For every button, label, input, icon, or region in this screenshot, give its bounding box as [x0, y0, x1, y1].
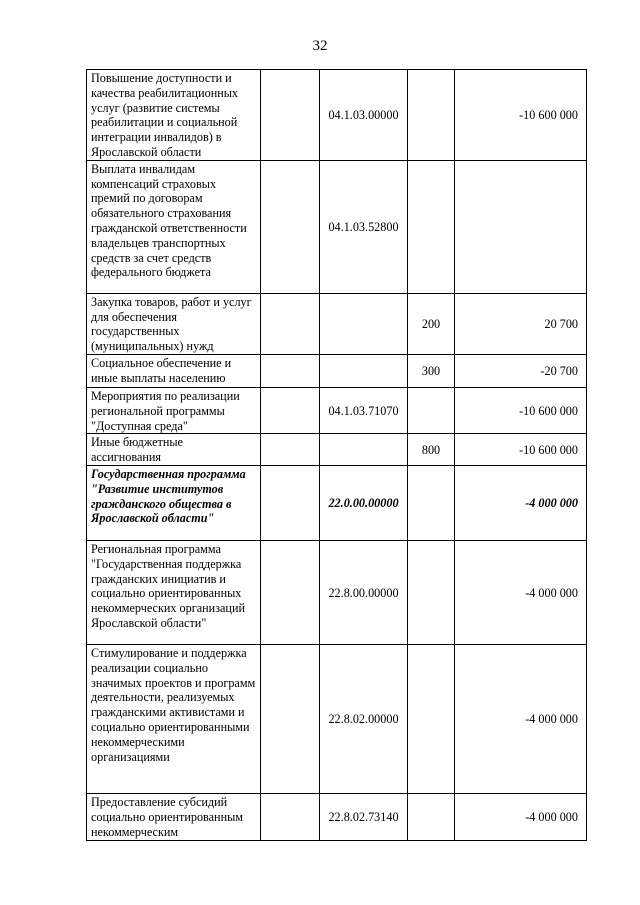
- table-row: [87, 644, 587, 793]
- row-code: 04.1.03.71070: [320, 387, 408, 433]
- table-row: [87, 354, 587, 387]
- row-name: Предоставление субсидий социально ориентированным некоммерческим: [87, 793, 261, 840]
- row-blank-cell: [261, 644, 320, 793]
- row-blank-cell: [261, 793, 320, 840]
- row-amount: -10 600 000: [455, 387, 587, 433]
- table-row: [87, 465, 587, 540]
- row-amount: -10 600 000: [455, 434, 587, 466]
- row-code: 22.8.02.00000: [320, 644, 408, 793]
- row-amount: -10 600 000: [455, 70, 587, 161]
- row-type: 300: [408, 354, 455, 387]
- row-code: 04.1.03.52800: [320, 160, 408, 293]
- row-name: Повышение доступности и качества реабилитационных услуг (развитие системы реабилитации и социальной интеграции инвалидов) в Ярославской области: [87, 70, 261, 161]
- row-type: 200: [408, 293, 455, 354]
- row-type: [408, 160, 455, 293]
- row-name: Закупка товаров, работ и услуг для обеспечения государственных (муниципальных) нужд: [87, 293, 261, 354]
- row-type: [408, 70, 455, 161]
- row-code: [320, 434, 408, 466]
- row-amount: -4 000 000: [455, 465, 587, 540]
- row-blank-cell: [261, 293, 320, 354]
- row-blank-cell: [261, 160, 320, 293]
- row-code: 22.8.00.00000: [320, 540, 408, 644]
- row-name: Мероприятия по реализации региональной программы "Доступная среда": [87, 387, 261, 433]
- budget-table: [86, 69, 587, 841]
- row-blank-cell: [261, 465, 320, 540]
- row-blank-cell: [261, 540, 320, 644]
- row-name: Социальное обеспечение и иные выплаты населению: [87, 354, 261, 387]
- row-name: Региональная программа "Государственная поддержка гражданских инициатив и социально ориентированных некоммерческих организаций Ярославской области": [87, 540, 261, 644]
- table-row: [87, 387, 587, 433]
- row-type: [408, 540, 455, 644]
- row-amount: [455, 160, 587, 293]
- row-amount: -4 000 000: [455, 540, 587, 644]
- row-type: [408, 793, 455, 840]
- row-code: [320, 354, 408, 387]
- row-type: 800: [408, 434, 455, 466]
- row-blank-cell: [261, 354, 320, 387]
- page-number: 32: [312, 38, 328, 54]
- table-row: [87, 540, 587, 644]
- table-row: [87, 434, 587, 466]
- row-code: 22.0.00.00000: [320, 465, 408, 540]
- table-row: [87, 160, 587, 293]
- table-row: [87, 793, 587, 840]
- row-name: Стимулирование и поддержка реализации социально значимых проектов и программ деятельности, реализуемых гражданскими активистами и социально ориентированными некоммерческими организациями: [87, 644, 261, 793]
- row-blank-cell: [261, 434, 320, 466]
- row-amount: -4 000 000: [455, 793, 587, 840]
- row-type: [408, 465, 455, 540]
- row-name: Государственная программа "Развитие институтов гражданского общества в Ярославской области": [87, 465, 261, 540]
- row-name: Иные бюджетные ассигнования: [87, 434, 261, 466]
- row-name: Выплата инвалидам компенсаций страховых премий по договорам обязательного страхования гражданской ответственности владельцев транспортных средств за счет средств федерального бюджета: [87, 160, 261, 293]
- row-blank-cell: [261, 387, 320, 433]
- row-amount: -20 700: [455, 354, 587, 387]
- row-type: [408, 644, 455, 793]
- table-row: [87, 70, 587, 161]
- row-blank-cell: [261, 70, 320, 161]
- row-amount: -4 000 000: [455, 644, 587, 793]
- row-amount: 20 700: [455, 293, 587, 354]
- table-row: [87, 293, 587, 354]
- row-code: [320, 293, 408, 354]
- row-type: [408, 387, 455, 433]
- row-code: 22.8.02.73140: [320, 793, 408, 840]
- row-code: 04.1.03.00000: [320, 70, 408, 161]
